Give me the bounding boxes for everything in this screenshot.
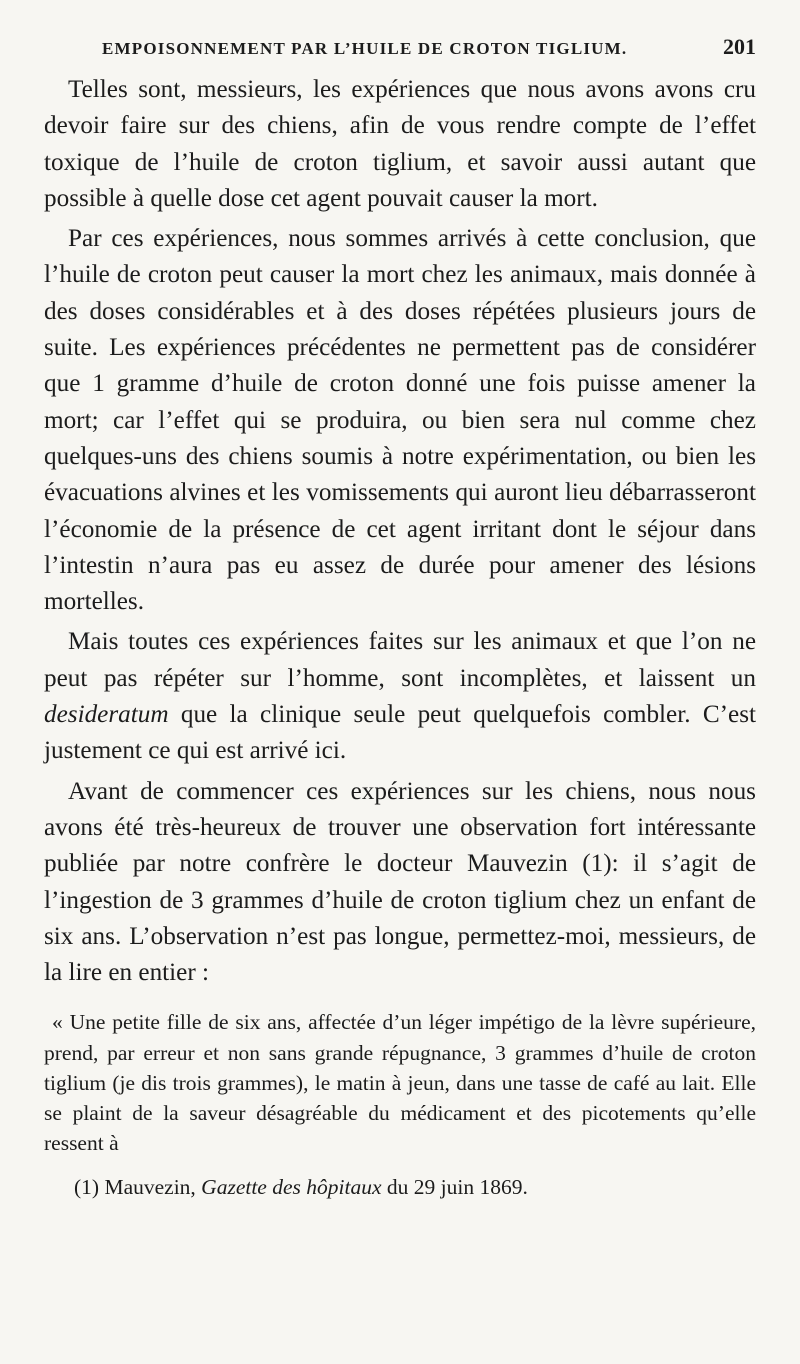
paragraph-3-after: que la clinique seule peut quelquefois combler. C’est justement ce qui est arrivé ici.: [44, 701, 756, 765]
paragraph-4: Avant de commencer ces expériences sur les chiens, nous nous avons été très-heureux de trouver une observation fort intéressante publiée par notre confrère le docteur Mauvezin (1): il s’agit de l’ingestion de 3 grammes d’huile de croton tiglium chez un enfant de six ans. L’observation n’est pas longue, permettez-moi, messieurs, de la lire en entier :: [44, 777, 756, 987]
page-number: 201: [723, 34, 756, 59]
book-page: [44, 34, 756, 1202]
quoted-observation: « Une petite fille de six ans, affectée d’un léger impétigo de la lèvre supérieure, prend, par erreur et non sans grande répugnance, 3 grammes d’huile de croton tiglium (je dis trois grammes), le matin à jeun, dans une tasse de café au lait. Elle se plaint de la saveur désagréable du médicament et des picotements qu’elle ressent à: [44, 1010, 756, 1156]
footnote: [44, 1172, 756, 1202]
paragraph-3-before: Mais toutes ces expériences faites sur les animaux et que l’on ne peut pas répéter sur l’homme, sont incomplètes, et laissent un: [44, 628, 756, 692]
footnote-journal: Gazette des hôpitaux: [201, 1175, 382, 1200]
paragraph-1: Telles sont, messieurs, les expériences que nous avons avons cru devoir faire sur des chiens, afin de vous rendre compte de l’effet toxique de l’huile de croton tiglium, et savoir aussi autant que possible à quelle dose cet agent pouvait causer la mort.: [44, 76, 756, 212]
footnote-author: Mauvezin,: [104, 1175, 196, 1200]
paragraph-3: [44, 624, 756, 769]
italic-term: desideratum: [44, 701, 169, 729]
running-title: EMPOISONNEMENT PAR L’HUILE DE CROTON TIGLIUM.: [102, 39, 628, 58]
footnote-marker: (1): [74, 1175, 100, 1200]
paragraph-2: Par ces expériences, nous sommes arrivés à cette conclusion, que l’huile de croton peut causer la mort chez les animaux, mais donnée à des doses considérables et à des doses répétées plusieurs jours de suite. Les expériences précédentes ne permettent pas de considérer que 1 gramme d’huile de croton donné une fois puisse amener la mort; car l’effet qui se produira, ou bien sera nul comme chez quelques-uns des chiens soumis à notre expérimentation, ou bien les évacuations alvines et les vomissements qui auront lieu débarrasseront l’économie de la présence de cet agent irritant dont le séjour dans l’intestin n’aura pas eu assez de durée pour amener des lésions mortelles.: [44, 225, 756, 616]
running-head: [44, 34, 756, 60]
footnote-date: du 29 juin 1869.: [386, 1175, 528, 1200]
